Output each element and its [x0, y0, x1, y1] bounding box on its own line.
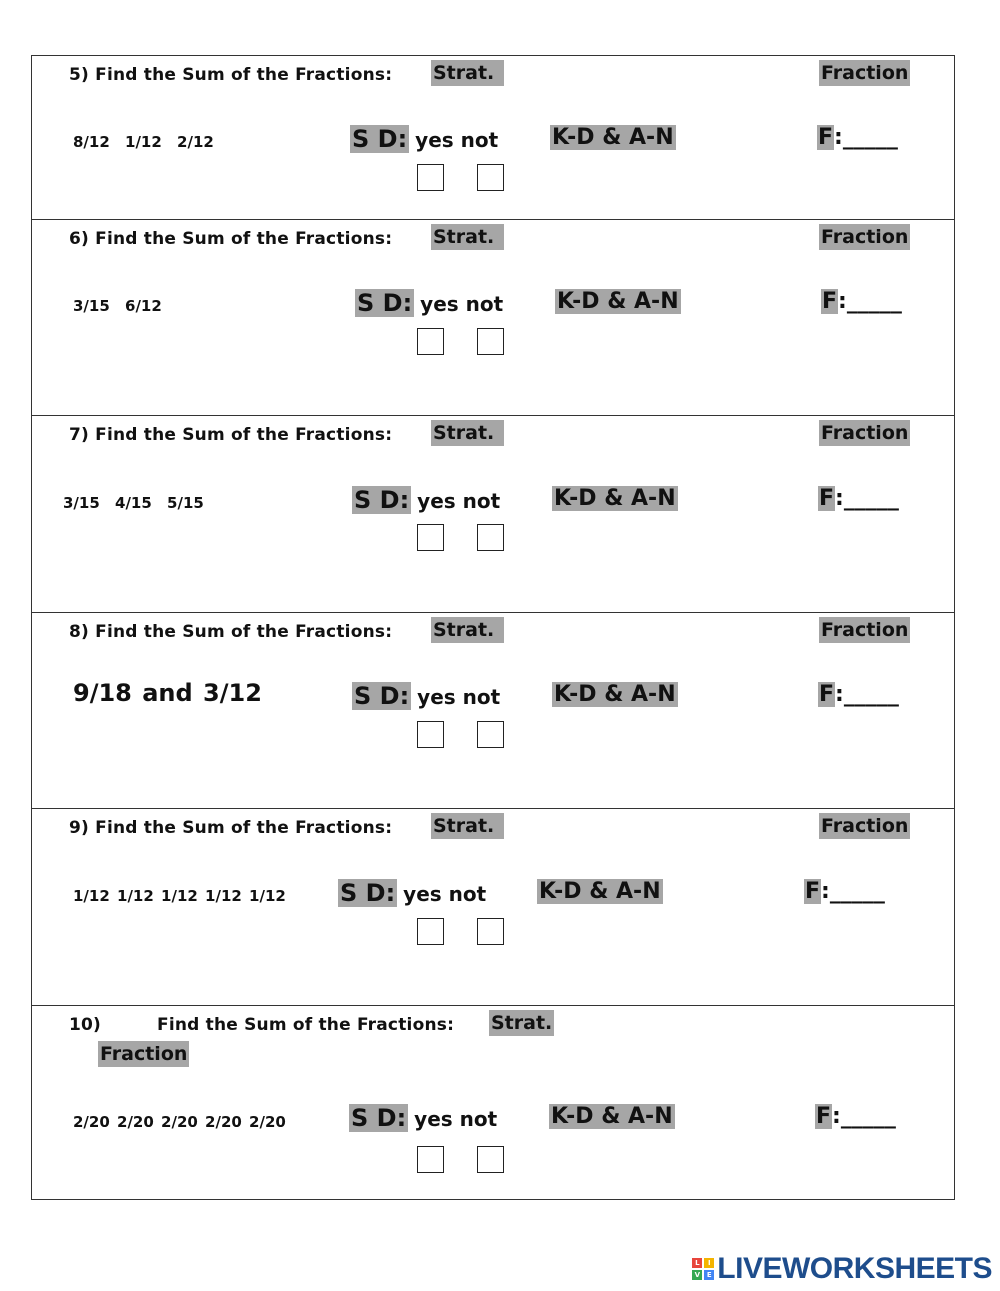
- fractions-list: 3/15 4/15 5/15: [63, 494, 204, 512]
- same-denominator-question: [352, 486, 500, 514]
- kd-an-label: K-D & A-N: [554, 682, 676, 707]
- answer-blank[interactable]: :_____: [832, 1104, 896, 1129]
- kd-an-label: K-D & A-N: [557, 289, 679, 314]
- not-checkbox[interactable]: [477, 918, 504, 945]
- question-row-5: [32, 56, 954, 220]
- answer-blank[interactable]: :_____: [838, 289, 902, 314]
- answer-blank[interactable]: :_____: [835, 682, 899, 707]
- question-row-6: [32, 220, 954, 416]
- final-answer: [818, 486, 899, 511]
- strat-label: Strat.: [431, 224, 504, 250]
- yes-checkbox[interactable]: [417, 164, 444, 191]
- question-number: 6): [69, 229, 89, 249]
- sd-label: S D:: [354, 486, 410, 514]
- yes-checkbox[interactable]: [417, 918, 444, 945]
- f-label: F: [822, 289, 838, 314]
- question-prompt: [69, 425, 392, 445]
- fractions-list: 3/15 6/12: [73, 297, 162, 315]
- question-number: 7): [69, 425, 89, 445]
- not-checkbox[interactable]: [477, 721, 504, 748]
- strat-label: Strat.: [491, 1012, 553, 1034]
- sd-label: S D:: [340, 879, 396, 907]
- kd-an-label: K-D & A-N: [554, 486, 676, 511]
- logo-block: L: [692, 1258, 702, 1268]
- fractions-list: 2/20 2/20 2/20 2/20 2/20: [73, 1113, 286, 1131]
- fractions-list: 8/12 1/12 2/12: [73, 133, 214, 151]
- strat-label: Strat.: [431, 813, 504, 839]
- answer-blank[interactable]: :_____: [834, 125, 898, 150]
- f-label: F: [818, 125, 834, 150]
- yes-not-options: yes not: [417, 685, 501, 709]
- question-text: Find the Sum of the Fractions:: [95, 622, 393, 642]
- question-text: Find the Sum of the Fractions:: [95, 425, 393, 445]
- fractions-list: 1/12 1/12 1/12 1/12 1/12: [73, 887, 286, 905]
- kd-an-label: K-D & A-N: [539, 879, 661, 904]
- logo-block: V: [692, 1270, 702, 1280]
- yes-checkbox[interactable]: [417, 524, 444, 551]
- kd-an-label: K-D & A-N: [552, 125, 674, 150]
- strat-label: Strat.: [431, 60, 504, 86]
- answer-blank[interactable]: :_____: [835, 486, 899, 511]
- final-answer: [815, 1104, 896, 1129]
- question-number: 9): [69, 818, 89, 838]
- liveworksheets-logo: [692, 1252, 992, 1286]
- fraction-label: Fraction: [821, 422, 909, 444]
- worksheet: [31, 55, 955, 1200]
- question-row-10: [32, 1006, 954, 1201]
- yes-not-options: yes not: [420, 292, 504, 316]
- question-prompt: [69, 65, 392, 85]
- sd-label: S D:: [357, 289, 413, 317]
- final-answer: [804, 879, 885, 904]
- same-denominator-question: [349, 1104, 497, 1132]
- final-answer: [817, 125, 898, 150]
- kd-an-label: K-D & A-N: [551, 1104, 673, 1129]
- yes-not-options: yes not: [414, 1107, 498, 1131]
- question-prompt: [69, 622, 392, 642]
- question-text: Find the Sum of the Fractions:: [157, 1015, 455, 1035]
- same-denominator-question: [350, 125, 498, 153]
- same-denominator-question: [355, 289, 503, 317]
- logo-block: E: [704, 1270, 714, 1280]
- yes-not-options: yes not: [415, 128, 499, 152]
- not-checkbox[interactable]: [477, 524, 504, 551]
- yes-not-options: yes not: [417, 489, 501, 513]
- same-denominator-question: [338, 879, 486, 907]
- question-row-8: [32, 613, 954, 809]
- yes-checkbox[interactable]: [417, 328, 444, 355]
- answer-blank[interactable]: :_____: [821, 879, 885, 904]
- not-checkbox[interactable]: [477, 328, 504, 355]
- fraction-label: Fraction: [100, 1043, 188, 1065]
- sd-label: S D:: [354, 682, 410, 710]
- strat-label: Strat.: [431, 420, 504, 446]
- fraction-label: Fraction: [821, 619, 909, 641]
- final-answer: [818, 682, 899, 707]
- same-denominator-question: [352, 682, 500, 710]
- question-number: 8): [69, 622, 89, 642]
- f-label: F: [805, 879, 821, 904]
- question-prompt: [69, 229, 392, 249]
- question-number: 10): [69, 1015, 102, 1035]
- f-label: F: [819, 486, 835, 511]
- yes-checkbox[interactable]: [417, 1146, 444, 1173]
- question-number: 5): [69, 65, 89, 85]
- question-text: Find the Sum of the Fractions:: [95, 65, 393, 85]
- f-label: F: [819, 682, 835, 707]
- question-prompt: [69, 818, 392, 838]
- yes-checkbox[interactable]: [417, 721, 444, 748]
- not-checkbox[interactable]: [477, 1146, 504, 1173]
- fraction-label: Fraction: [821, 226, 909, 248]
- logo-block: I: [704, 1258, 714, 1268]
- question-text: Find the Sum of the Fractions:: [95, 818, 393, 838]
- question-row-9: [32, 809, 954, 1006]
- fractions-list: 9/18 and 3/12: [73, 679, 262, 707]
- final-answer: [821, 289, 902, 314]
- question-row-7: [32, 416, 954, 613]
- question-text: Find the Sum of the Fractions:: [95, 229, 393, 249]
- sd-label: S D:: [352, 125, 408, 153]
- yes-not-options: yes not: [403, 882, 487, 906]
- fraction-label: Fraction: [821, 815, 909, 837]
- sd-label: S D:: [351, 1104, 407, 1132]
- logo-blocks: [692, 1258, 714, 1280]
- not-checkbox[interactable]: [477, 164, 504, 191]
- strat-label: Strat.: [431, 617, 504, 643]
- brand-name: LIVEWORKSHEETS: [717, 1252, 992, 1285]
- f-label: F: [816, 1104, 832, 1129]
- fraction-label: Fraction: [821, 62, 909, 84]
